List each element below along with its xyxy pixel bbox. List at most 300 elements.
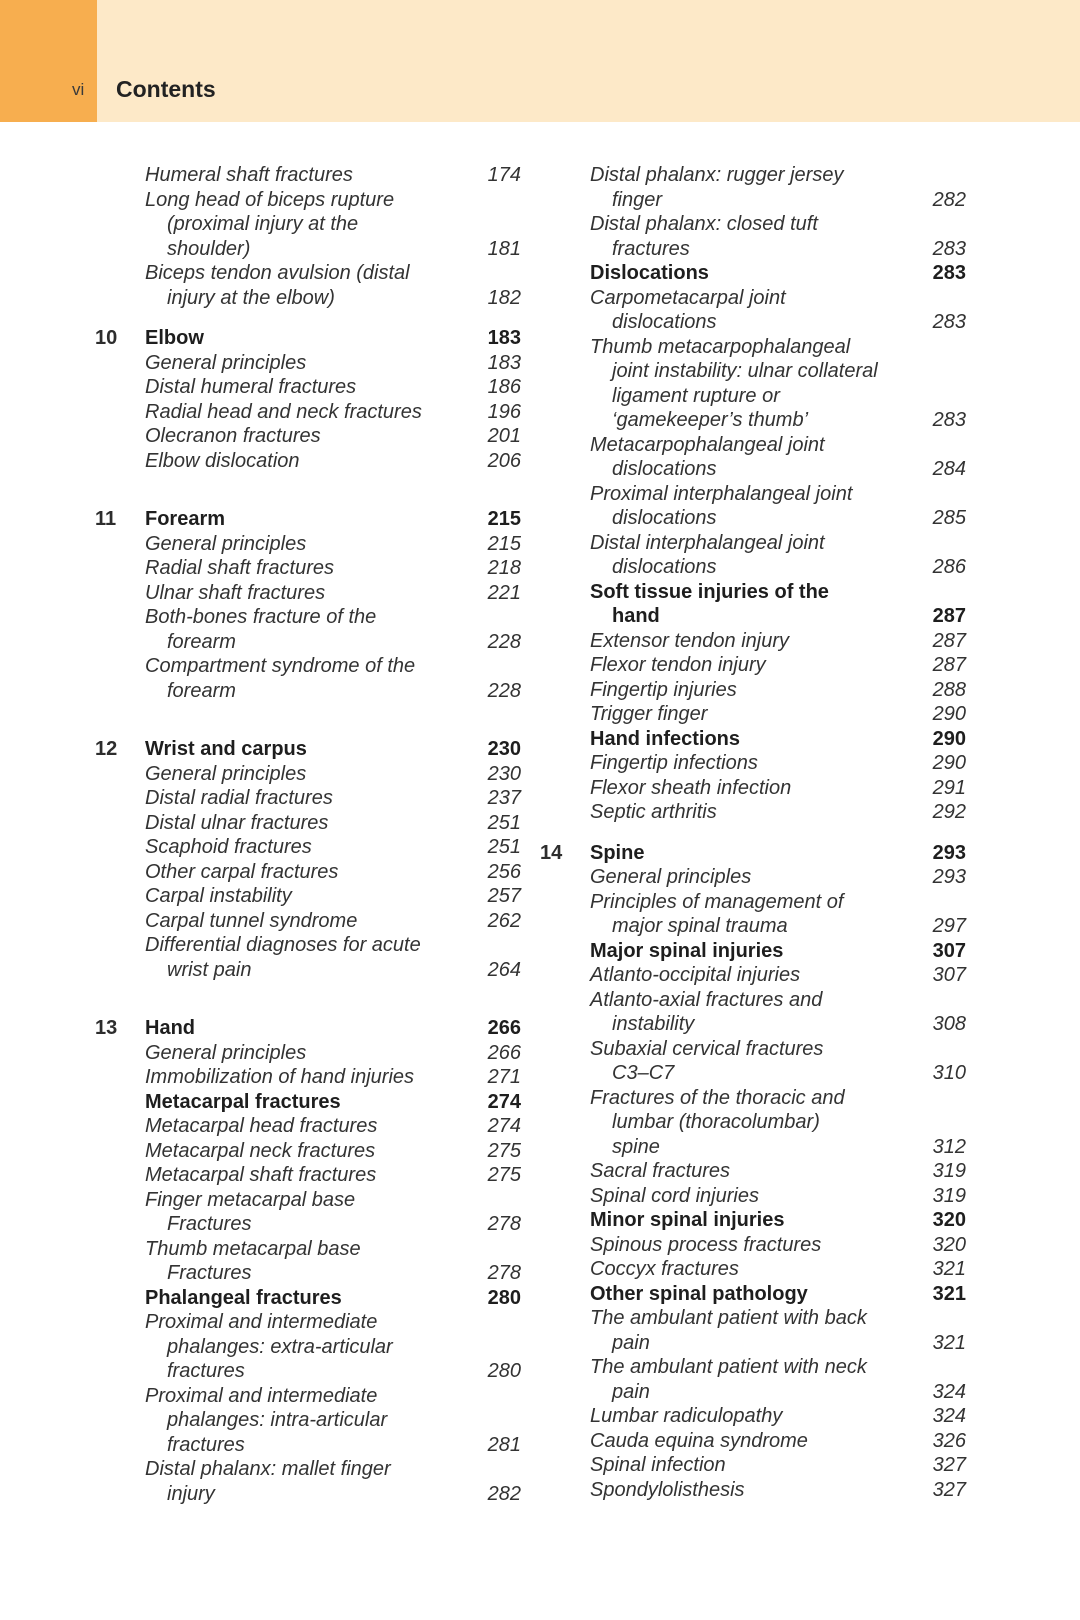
entry-page-number: 284 bbox=[932, 458, 966, 480]
entry-title-line: Proximal interphalangeal joint bbox=[590, 482, 853, 505]
entry-page-number: 327 bbox=[932, 1478, 966, 1501]
entry-page-number: 278 bbox=[487, 1262, 521, 1284]
entry-page-number: 181 bbox=[487, 237, 521, 260]
entry-title bbox=[590, 1159, 904, 1184]
entry-title-line: Principles of management of bbox=[590, 890, 844, 913]
toc-entry bbox=[540, 531, 980, 580]
toc-chapter-entry bbox=[95, 326, 535, 351]
entry-title bbox=[145, 654, 459, 703]
entry-page-number: 285 bbox=[932, 507, 966, 529]
toc-entry bbox=[95, 786, 535, 811]
entry-title bbox=[590, 531, 904, 580]
toc-entry bbox=[540, 163, 980, 212]
entry-title bbox=[145, 1016, 459, 1041]
entry-title bbox=[590, 963, 904, 988]
entry-title bbox=[145, 786, 459, 811]
entry-title-line: Distal humeral fractures bbox=[145, 376, 357, 398]
toc-entry bbox=[95, 424, 535, 449]
entry-title-line: Fractures bbox=[167, 1262, 252, 1284]
toc-entry bbox=[540, 212, 980, 261]
entry-title bbox=[590, 653, 904, 678]
entry-title bbox=[590, 433, 904, 482]
entry-title-line: Compartment syndrome of the bbox=[145, 655, 416, 677]
toc-entry bbox=[540, 1208, 980, 1233]
toc-entry bbox=[540, 727, 980, 752]
entry-title-line: Thumb metacarpal base bbox=[145, 1237, 361, 1260]
entry-page-number: 257 bbox=[487, 885, 521, 907]
toc-entry bbox=[95, 835, 535, 860]
entry-page-number: 280 bbox=[487, 1360, 521, 1382]
toc-entry bbox=[540, 1184, 980, 1209]
entry-title-line: Soft tissue injuries of the bbox=[590, 580, 829, 603]
entry-page-number: 201 bbox=[487, 425, 521, 447]
entry-title-line: Thumb metacarpophalangeal bbox=[590, 335, 851, 358]
entry-title-line: dislocations bbox=[612, 458, 717, 480]
toc-entry bbox=[95, 605, 535, 654]
entry-title-line: Cauda equina syndrome bbox=[590, 1429, 808, 1452]
entry-page-number: 290 bbox=[932, 752, 966, 774]
toc-entry bbox=[95, 188, 535, 262]
toc-entry bbox=[540, 433, 980, 482]
toc-entry bbox=[95, 884, 535, 909]
entry-title bbox=[145, 835, 459, 860]
entry-page-number: 283 bbox=[932, 237, 966, 260]
entry-title bbox=[590, 1086, 904, 1160]
entry-page-number: 287 bbox=[932, 629, 966, 652]
entry-page-number: 256 bbox=[487, 860, 521, 883]
entry-page-number: 290 bbox=[932, 703, 966, 725]
entry-page-number: 251 bbox=[487, 811, 521, 834]
entry-title-line: Hand bbox=[145, 1017, 195, 1039]
entry-title bbox=[590, 1257, 904, 1282]
entry-page-number: 215 bbox=[487, 532, 521, 555]
toc-entry bbox=[95, 1286, 535, 1311]
toc-entry bbox=[95, 1457, 535, 1506]
toc-entry bbox=[95, 811, 535, 836]
toc-entry bbox=[95, 449, 535, 474]
entry-title-line: finger bbox=[612, 188, 663, 211]
entry-title-line: forearm bbox=[167, 679, 236, 702]
toc-entry bbox=[95, 1188, 535, 1237]
entry-title-line: Subaxial cervical fractures bbox=[590, 1037, 824, 1060]
entry-title-line: Forearm bbox=[145, 508, 226, 530]
toc-entry bbox=[95, 532, 535, 557]
entry-title bbox=[590, 212, 904, 261]
entry-title bbox=[145, 811, 459, 836]
entry-title-line: wrist pain bbox=[167, 958, 252, 981]
entry-title-line: Distal ulnar fractures bbox=[145, 811, 329, 834]
entry-title-line: Spinal cord injuries bbox=[590, 1184, 759, 1207]
toc-entry bbox=[540, 1257, 980, 1282]
toc-entry bbox=[540, 988, 980, 1037]
toc-entry bbox=[540, 580, 980, 629]
entry-title-line: joint instability: ulnar collateral bbox=[612, 360, 878, 382]
entry-page-number: 183 bbox=[487, 327, 521, 349]
entry-page-number: 274 bbox=[487, 1090, 521, 1113]
toc-entry bbox=[95, 163, 535, 188]
entry-title bbox=[590, 1453, 904, 1478]
entry-title bbox=[590, 1355, 904, 1404]
toc-entry bbox=[540, 1453, 980, 1478]
entry-title-line: Flexor tendon injury bbox=[590, 654, 766, 676]
entry-title bbox=[145, 605, 459, 654]
entry-title-line: Distal phalanx: mallet finger bbox=[145, 1458, 391, 1480]
toc-chapter-entry bbox=[95, 737, 535, 762]
entry-title bbox=[590, 1404, 904, 1429]
entry-title bbox=[145, 507, 459, 532]
entry-page-number: 321 bbox=[932, 1331, 966, 1354]
entry-page-number: 283 bbox=[932, 262, 966, 284]
entry-page-number: 291 bbox=[932, 776, 966, 799]
entry-page-number: 274 bbox=[487, 1115, 521, 1137]
entry-page-number: 228 bbox=[487, 630, 521, 653]
toc-entry bbox=[95, 400, 535, 425]
toc-entry bbox=[95, 762, 535, 787]
entry-title-line: Coccyx fractures bbox=[590, 1258, 739, 1280]
entry-title bbox=[590, 841, 904, 866]
entry-title-line: Atlanto-axial fractures and bbox=[590, 988, 823, 1011]
entry-title bbox=[145, 449, 459, 474]
toc-entry bbox=[95, 1090, 535, 1115]
entry-title-line: shoulder) bbox=[167, 237, 251, 260]
entry-title-line: Spine bbox=[590, 841, 645, 864]
entry-title-line: Metacarpal head fractures bbox=[145, 1115, 378, 1137]
chapter-number: 13 bbox=[95, 1017, 118, 1039]
entry-title-line: forearm bbox=[167, 630, 236, 653]
entry-page-number: 283 bbox=[932, 311, 966, 333]
toc-right-column bbox=[540, 163, 980, 1502]
entry-page-number: 310 bbox=[932, 1062, 966, 1084]
entry-title bbox=[590, 988, 904, 1037]
entry-title bbox=[590, 1184, 904, 1209]
entry-title bbox=[145, 1457, 459, 1506]
toc-entry bbox=[540, 335, 980, 433]
toc-entry bbox=[95, 933, 535, 982]
entry-title bbox=[590, 1208, 904, 1233]
toc-entry bbox=[540, 1404, 980, 1429]
chapter-number: 10 bbox=[95, 327, 118, 349]
toc-entry bbox=[540, 1282, 980, 1307]
entry-title bbox=[145, 1188, 459, 1237]
entry-title-line: The ambulant patient with neck bbox=[590, 1356, 867, 1378]
entry-title-line: Fingertip injuries bbox=[590, 678, 737, 701]
entry-title-line: General principles bbox=[145, 532, 307, 555]
entry-title bbox=[145, 909, 459, 934]
entry-title-line: Trigger finger bbox=[590, 703, 708, 725]
entry-title bbox=[145, 1310, 459, 1384]
entry-title bbox=[145, 351, 459, 376]
entry-page-number: 297 bbox=[932, 915, 966, 937]
chapter-number: 11 bbox=[95, 508, 117, 530]
entry-title-line: Carpometacarpal joint bbox=[590, 286, 786, 309]
entry-title-line: Humeral shaft fractures bbox=[145, 164, 353, 186]
toc-entry bbox=[95, 654, 535, 703]
toc-entry bbox=[95, 1041, 535, 1066]
chapter-number: 14 bbox=[540, 841, 563, 864]
entry-page-number: 230 bbox=[487, 738, 521, 760]
entry-page-number: 262 bbox=[487, 909, 521, 932]
toc-entry bbox=[95, 1139, 535, 1164]
entry-title-line: The ambulant patient with back bbox=[590, 1307, 867, 1329]
entry-title-line: Dislocations bbox=[590, 262, 709, 284]
entry-title-line: injury bbox=[167, 1482, 215, 1505]
entry-page-number: 271 bbox=[487, 1066, 521, 1088]
entry-title-line: Septic arthritis bbox=[590, 801, 717, 823]
toc-entry bbox=[95, 1384, 535, 1458]
entry-title-line: Carpal tunnel syndrome bbox=[145, 909, 358, 932]
entry-title-line: Elbow dislocation bbox=[145, 449, 300, 472]
entry-title bbox=[145, 581, 459, 606]
entry-title-line: Spinous process fractures bbox=[590, 1233, 822, 1256]
entry-title-line: Metacarpal shaft fractures bbox=[145, 1164, 377, 1186]
entry-title-line: Atlanto-occipital injuries bbox=[590, 964, 801, 986]
toc-entry bbox=[95, 261, 535, 310]
entry-title-line: Elbow bbox=[145, 327, 204, 349]
entry-title bbox=[145, 933, 459, 982]
entry-title-line: General principles bbox=[145, 1041, 307, 1064]
entry-title-line: Differential diagnoses for acute bbox=[145, 934, 421, 956]
entry-page-number: 308 bbox=[932, 1013, 966, 1035]
entry-title-line: Biceps tendon avulsion (distal bbox=[145, 262, 410, 284]
chapter-number: 12 bbox=[95, 738, 118, 760]
toc-entry bbox=[95, 1310, 535, 1384]
entry-title bbox=[590, 1429, 904, 1454]
toc-entry bbox=[540, 653, 980, 678]
entry-page-number: 186 bbox=[487, 376, 521, 398]
entry-title bbox=[145, 400, 459, 425]
entry-title-line: phalanges: extra-articular bbox=[167, 1335, 393, 1358]
entry-title bbox=[590, 1282, 904, 1307]
entry-title-line: hand bbox=[612, 605, 660, 627]
entry-title bbox=[145, 375, 459, 400]
entry-title-line: Fractures bbox=[167, 1213, 252, 1235]
entry-page-number: 288 bbox=[932, 678, 966, 701]
entry-page-number: 215 bbox=[487, 508, 521, 530]
entry-page-number: 319 bbox=[932, 1184, 966, 1207]
toc-entry bbox=[540, 939, 980, 964]
header-accent-tab bbox=[0, 0, 97, 122]
toc-entry bbox=[540, 1429, 980, 1454]
entry-page-number: 218 bbox=[487, 557, 521, 579]
entry-title-line: C3–C7 bbox=[612, 1062, 675, 1084]
entry-title bbox=[590, 1306, 904, 1355]
entry-page-number: 307 bbox=[932, 939, 966, 962]
entry-page-number: 281 bbox=[487, 1433, 521, 1456]
entry-title bbox=[145, 1286, 459, 1311]
entry-page-number: 251 bbox=[487, 836, 521, 858]
entry-page-number: 320 bbox=[932, 1209, 966, 1231]
entry-title-line: fractures bbox=[612, 237, 690, 260]
entry-title-line: Radial shaft fractures bbox=[145, 557, 334, 579]
toc-entry bbox=[540, 1037, 980, 1086]
entry-title-line: Sacral fractures bbox=[590, 1160, 731, 1182]
entry-title-line: spine bbox=[612, 1135, 660, 1158]
entry-page-number: 266 bbox=[487, 1041, 521, 1064]
entry-title bbox=[590, 629, 904, 654]
entry-title bbox=[145, 556, 459, 581]
entry-title bbox=[590, 261, 904, 286]
entry-page-number: 290 bbox=[932, 727, 966, 750]
entry-title bbox=[145, 1139, 459, 1164]
entry-page-number: 282 bbox=[487, 1482, 521, 1505]
toc-entry bbox=[95, 556, 535, 581]
entry-title-line: Radial head and neck fractures bbox=[145, 400, 422, 423]
entry-title-line: fractures bbox=[167, 1360, 245, 1382]
entry-title-line: Fingertip infections bbox=[590, 752, 758, 774]
entry-page-number: 283 bbox=[932, 409, 966, 431]
entry-page-number: 293 bbox=[932, 866, 966, 888]
entry-title-line: instability bbox=[612, 1013, 695, 1035]
entry-title bbox=[590, 678, 904, 703]
entry-title bbox=[590, 335, 904, 433]
entry-title-line: General principles bbox=[590, 866, 752, 888]
toc-entry bbox=[95, 1163, 535, 1188]
toc-entry bbox=[95, 581, 535, 606]
toc-entry bbox=[95, 375, 535, 400]
entry-page-number: 320 bbox=[932, 1233, 966, 1256]
entry-page-number: 182 bbox=[487, 286, 521, 309]
entry-title-line: Major spinal injuries bbox=[590, 939, 784, 962]
entry-title-line: Both-bones fracture of the bbox=[145, 606, 377, 628]
entry-title bbox=[590, 1037, 904, 1086]
page-number: vi bbox=[72, 80, 85, 99]
entry-page-number: 321 bbox=[932, 1258, 966, 1280]
toc-chapter-entry bbox=[95, 1016, 535, 1041]
page-title: Contents bbox=[116, 76, 216, 102]
header-bar bbox=[0, 0, 1080, 122]
entry-title-line: major spinal trauma bbox=[612, 915, 788, 937]
toc-entry bbox=[540, 678, 980, 703]
entry-title bbox=[145, 188, 459, 262]
entry-title-line: Spinal infection bbox=[590, 1454, 726, 1476]
entry-title-line: Minor spinal injuries bbox=[590, 1209, 785, 1231]
entry-title-line: Spondylolisthesis bbox=[590, 1478, 745, 1501]
entry-title-line: General principles bbox=[145, 351, 307, 374]
entry-page-number: 237 bbox=[487, 787, 521, 809]
entry-title-line: Other spinal pathology bbox=[590, 1282, 808, 1305]
entry-page-number: 287 bbox=[932, 605, 966, 627]
entry-title-line: Finger metacarpal base bbox=[145, 1188, 356, 1211]
entry-title bbox=[145, 1114, 459, 1139]
toc-entry bbox=[95, 1065, 535, 1090]
toc-entry bbox=[95, 1237, 535, 1286]
toc-chapter-entry bbox=[540, 841, 980, 866]
entry-page-number: 282 bbox=[932, 188, 966, 211]
entry-title-line: Lumbar radiculopathy bbox=[590, 1405, 783, 1427]
entry-title bbox=[145, 532, 459, 557]
entry-title-line: ‘gamekeeper’s thumb’ bbox=[612, 409, 809, 431]
entry-title-line: Proximal and intermediate bbox=[145, 1311, 378, 1333]
entry-title-line: Distal phalanx: closed tuft bbox=[590, 213, 818, 235]
entry-title-line: General principles bbox=[145, 762, 307, 785]
entry-title bbox=[145, 1065, 459, 1090]
entry-page-number: 174 bbox=[487, 164, 521, 186]
toc-left-column bbox=[95, 163, 535, 1506]
entry-page-number: 324 bbox=[932, 1405, 966, 1427]
entry-title bbox=[145, 1041, 459, 1066]
entry-title bbox=[590, 1478, 904, 1503]
entry-title-line: Scaphoid fractures bbox=[145, 836, 312, 858]
toc-entry bbox=[540, 286, 980, 335]
toc-entry bbox=[540, 751, 980, 776]
toc-entry bbox=[540, 1478, 980, 1503]
entry-title-line: Long head of biceps rupture bbox=[145, 188, 395, 211]
entry-title-line: Hand infections bbox=[590, 727, 741, 750]
entry-title bbox=[145, 1237, 459, 1286]
entry-title bbox=[590, 776, 904, 801]
entry-title-line: fractures bbox=[167, 1433, 245, 1456]
entry-title-line: Distal phalanx: rugger jersey bbox=[590, 164, 844, 186]
entry-title bbox=[145, 163, 459, 188]
entry-page-number: 196 bbox=[487, 400, 521, 423]
entry-title bbox=[590, 482, 904, 531]
entry-page-number: 206 bbox=[487, 449, 521, 472]
entry-title bbox=[590, 939, 904, 964]
entry-title-line: injury at the elbow) bbox=[167, 286, 335, 309]
entry-page-number: 280 bbox=[487, 1286, 521, 1309]
entry-page-number: 292 bbox=[932, 801, 966, 823]
entry-title-line: (proximal injury at the bbox=[167, 213, 359, 235]
entry-title bbox=[145, 860, 459, 885]
toc-entry bbox=[95, 351, 535, 376]
entry-title bbox=[590, 800, 904, 825]
entry-title-line: lumbar (thoracolumbar) bbox=[612, 1111, 820, 1133]
toc-entry bbox=[540, 702, 980, 727]
entry-page-number: 312 bbox=[932, 1135, 966, 1158]
toc-entry bbox=[540, 800, 980, 825]
entry-title bbox=[145, 424, 459, 449]
entry-page-number: 324 bbox=[932, 1380, 966, 1403]
entry-page-number: 321 bbox=[932, 1282, 966, 1305]
toc-entry bbox=[540, 1086, 980, 1160]
entry-title-line: Extensor tendon injury bbox=[590, 629, 790, 652]
entry-title-line: Fractures of the thoracic and bbox=[590, 1086, 845, 1109]
entry-page-number: 307 bbox=[932, 964, 966, 986]
entry-page-number: 228 bbox=[487, 679, 521, 702]
entry-title bbox=[145, 1384, 459, 1458]
entry-title bbox=[590, 727, 904, 752]
entry-page-number: 230 bbox=[487, 762, 521, 785]
toc-chapter-entry bbox=[95, 507, 535, 532]
entry-title-line: Ulnar shaft fractures bbox=[145, 581, 326, 604]
entry-title bbox=[145, 1163, 459, 1188]
toc-entry bbox=[540, 1355, 980, 1404]
entry-title-line: dislocations bbox=[612, 556, 717, 578]
toc-entry bbox=[95, 1114, 535, 1139]
entry-title bbox=[590, 286, 904, 335]
toc-entry bbox=[540, 482, 980, 531]
toc-entry bbox=[540, 776, 980, 801]
entry-title-line: Phalangeal fractures bbox=[145, 1286, 342, 1309]
toc-entry bbox=[540, 1306, 980, 1355]
entry-page-number: 286 bbox=[932, 556, 966, 578]
entry-page-number: 275 bbox=[487, 1139, 521, 1162]
entry-page-number: 275 bbox=[487, 1164, 521, 1186]
entry-title-line: ligament rupture or bbox=[612, 384, 780, 407]
toc-entry bbox=[540, 1233, 980, 1258]
entry-page-number: 327 bbox=[932, 1454, 966, 1476]
entry-page-number: 264 bbox=[487, 958, 521, 981]
entry-page-number: 293 bbox=[932, 841, 966, 864]
entry-title bbox=[145, 737, 459, 762]
entry-title bbox=[590, 751, 904, 776]
entry-page-number: 319 bbox=[932, 1160, 966, 1182]
entry-title-line: Metacarpal fractures bbox=[145, 1090, 341, 1113]
entry-title-line: Proximal and intermediate bbox=[145, 1384, 378, 1407]
entry-page-number: 221 bbox=[487, 581, 521, 604]
entry-title-line: Flexor sheath infection bbox=[590, 776, 792, 799]
entry-title-line: phalanges: intra-articular bbox=[167, 1409, 388, 1431]
